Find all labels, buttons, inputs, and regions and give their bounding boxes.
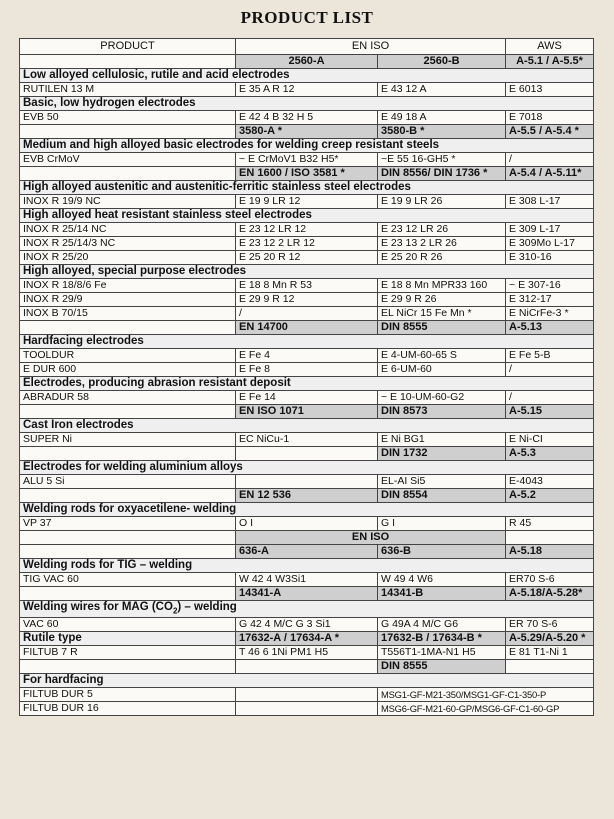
product-name: FILTUB 7 R [20, 646, 236, 660]
cell-b: E 18 8 Mn MPR33 160 [378, 279, 506, 293]
product-table [19, 38, 594, 716]
cell-a: W 42 4 W3Si1 [236, 573, 378, 587]
product-name: VAC 60 [20, 618, 236, 632]
std-a: EN 14700 [236, 321, 378, 335]
table-row [20, 618, 594, 632]
cell-b: E 19 9 LR 26 [378, 195, 506, 209]
cell-aws: / [506, 153, 594, 167]
table-row [20, 349, 594, 363]
section-title: Rutile type [20, 632, 236, 646]
section-title: High alloyed, special purpose electrodes [20, 265, 594, 279]
product-name: E DUR 600 [20, 363, 236, 377]
product-name: INOX R 18/8/6 Fe [20, 279, 236, 293]
subheader-2560-a: 2560-A [236, 55, 378, 69]
section-title: For hardfacing [20, 674, 594, 688]
cell-aws: E 309Mo L-17 [506, 237, 594, 251]
cell-a: E 23 12 LR 12 [236, 223, 378, 237]
standard-row [20, 125, 594, 139]
cell-a: E 29 9 R 12 [236, 293, 378, 307]
cell-b: G 49A 4 M/C G6 [378, 618, 506, 632]
standard-row [20, 632, 594, 646]
cell-a: O I [236, 517, 378, 531]
cell-b: E 23 12 LR 26 [378, 223, 506, 237]
cell-b: E 25 20 R 26 [378, 251, 506, 265]
cell-b: E 43 12 A [378, 83, 506, 97]
table-row [20, 475, 594, 489]
cell-aws: E Ni-CI [506, 433, 594, 447]
std-a: EN 12 536 [236, 489, 378, 503]
cell-aws: E NiCrFe-3 * [506, 307, 594, 321]
product-table-frame [19, 38, 593, 716]
cell-a [236, 688, 378, 702]
table-row [20, 702, 594, 716]
cell-aws: E 81 T1-Ni 1 [506, 646, 594, 660]
std-aws: A-5.18 [506, 545, 594, 559]
cell-a: E 35 A R 12 [236, 83, 378, 97]
product-name: ABRADUR 58 [20, 391, 236, 405]
cell-b: EL-AI Si5 [378, 475, 506, 489]
cell-b: EL NiCr 15 Fe Mn * [378, 307, 506, 321]
cell-a [236, 475, 378, 489]
product-name: EVB CrMoV [20, 153, 236, 167]
std-b: 636-B [378, 545, 506, 559]
header-aws: AWS [506, 39, 594, 55]
cell-b: E Ni BG1 [378, 433, 506, 447]
table-row [20, 195, 594, 209]
cell-aws: E 7018 [506, 111, 594, 125]
product-name: INOX R 29/9 [20, 293, 236, 307]
standard-row [20, 167, 594, 181]
cell-b: E 6-UM-60 [378, 363, 506, 377]
table-row [20, 251, 594, 265]
product-name: ALU 5 Si [20, 475, 236, 489]
section-title: Hardfacing electrodes [20, 335, 594, 349]
std-aws: A-5.29/A-5.20 * [506, 632, 594, 646]
std-b: 17632-B / 17634-B * [378, 632, 506, 646]
cell-a: E 23 12 2 LR 12 [236, 237, 378, 251]
cell-a: E Fe 4 [236, 349, 378, 363]
standard-row [20, 660, 594, 674]
table-subheader-row [20, 55, 594, 69]
product-name: INOX R 19/9 NC [20, 195, 236, 209]
standard-header-row [20, 531, 594, 545]
product-name: INOX R 25/14/3 NC [20, 237, 236, 251]
section-title-part: ) – welding [177, 601, 237, 613]
section-title: Electrodes for welding aluminium alloys [20, 461, 594, 475]
cell-b: ~ E 10-UM-60-G2 [378, 391, 506, 405]
product-name: TIG VAC 60 [20, 573, 236, 587]
product-name: EVB 50 [20, 111, 236, 125]
table-header-row [20, 39, 594, 55]
section-title: Cast Iron electrodes [20, 419, 594, 433]
product-name: FILTUB DUR 16 [20, 702, 236, 716]
page-title: PRODUCT LIST [240, 8, 374, 27]
cell-a: E 25 20 R 12 [236, 251, 378, 265]
cell-b: E 29 9 R 26 [378, 293, 506, 307]
table-row [20, 237, 594, 251]
product-name: RUTILEN 13 M [20, 83, 236, 97]
cell-b: ~E 55 16-GH5 * [378, 153, 506, 167]
table-row [20, 307, 594, 321]
cell-b: MSG6-GF-M21-60-GP/MSG6-GF-C1-60-GP [378, 702, 594, 716]
cell-a: EC NiCu-1 [236, 433, 378, 447]
cell-aws: E 309 L-17 [506, 223, 594, 237]
table-row [20, 688, 594, 702]
std-a: 17632-A / 17634-A * [236, 632, 378, 646]
cell-aws: / [506, 363, 594, 377]
cell-a [236, 702, 378, 716]
cell-b: E 23 13 2 LR 26 [378, 237, 506, 251]
header-en-iso: EN ISO [236, 39, 506, 55]
cell-a: E Fe 14 [236, 391, 378, 405]
cell-b: G I [378, 517, 506, 531]
cell-b: W 49 4 W6 [378, 573, 506, 587]
cell-aws: E 308 L-17 [506, 195, 594, 209]
std-a: EN 1600 / ISO 3581 * [236, 167, 378, 181]
std-a: 14341-A [236, 587, 378, 601]
table-row [20, 223, 594, 237]
std-b: DIN 8573 [378, 405, 506, 419]
product-name: TOOLDUR [20, 349, 236, 363]
cell-a: ~ E CrMoV1 B32 H5* [236, 153, 378, 167]
subheader-aws: A-5.1 / A-5.5* [506, 55, 594, 69]
table-row [20, 279, 594, 293]
cell-a: E Fe 8 [236, 363, 378, 377]
cell-aws: ER 70 S-6 [506, 618, 594, 632]
section-title: Low alloyed cellulosic, rutile and acid electrodes [20, 69, 594, 83]
std-aws: A-5.5 / A-5.4 * [506, 125, 594, 139]
section-title: Basic, low hydrogen electrodes [20, 97, 594, 111]
section-title-row [20, 601, 594, 618]
header-product: PRODUCT [20, 39, 236, 55]
std-b: DIN 8555 [378, 321, 506, 335]
table-row [20, 517, 594, 531]
std-b: 14341-B [378, 587, 506, 601]
section-title-subscript: 2 [172, 606, 178, 616]
std-aws: A-5.2 [506, 489, 594, 503]
std-b: DIN 8555 [378, 660, 506, 674]
cell-b: MSG1-GF-M21-350/MSG1-GF-C1-350-P [378, 688, 594, 702]
std-en-iso-header: EN ISO [236, 531, 506, 545]
standard-row [20, 321, 594, 335]
subheader-2560-b: 2560-B [378, 55, 506, 69]
cell-a: E 42 4 B 32 H 5 [236, 111, 378, 125]
standard-row [20, 587, 594, 601]
cell-aws: / [506, 391, 594, 405]
std-aws: A-5.18/A-5.28* [506, 587, 594, 601]
section-title: Welding rods for TIG – welding [20, 559, 594, 573]
std-aws: A-5.13 [506, 321, 594, 335]
std-a: 3580-A * [236, 125, 378, 139]
cell-a: / [236, 307, 378, 321]
std-b: DIN 8554 [378, 489, 506, 503]
cell-a: T 46 6 1Ni PM1 H5 [236, 646, 378, 660]
std-b: 3580-B * [378, 125, 506, 139]
cell-aws: R 45 [506, 517, 594, 531]
cell-b: E 4-UM-60-65 S [378, 349, 506, 363]
product-name: INOX B 70/15 [20, 307, 236, 321]
cell-a: E 19 9 LR 12 [236, 195, 378, 209]
cell-aws: ER70 S-6 [506, 573, 594, 587]
standard-row [20, 489, 594, 503]
cell-aws: ~ E 307-16 [506, 279, 594, 293]
section-title: Electrodes, producing abrasion resistant deposit [20, 377, 594, 391]
standard-row [20, 447, 594, 461]
cell-aws: E 310-16 [506, 251, 594, 265]
cell-b: T556T1-1MA-N1 H5 [378, 646, 506, 660]
section-title: High alloyed austenitic and austenitic-ferritic stainless steel electrodes [20, 181, 594, 195]
table-row [20, 293, 594, 307]
std-a [236, 447, 378, 461]
cell-a: G 42 4 M/C G 3 Si1 [236, 618, 378, 632]
cell-aws: E-4043 [506, 475, 594, 489]
std-b: DIN 1732 [378, 447, 506, 461]
cell-b: E 49 18 A [378, 111, 506, 125]
cell-aws: E Fe 5-B [506, 349, 594, 363]
std-aws: A-5.15 [506, 405, 594, 419]
table-row [20, 153, 594, 167]
table-row [20, 646, 594, 660]
section-title-part: Welding wires for MAG (CO [23, 601, 173, 613]
section-title: Medium and high alloyed basic electrodes for welding creep resistant steels [20, 139, 594, 153]
table-row [20, 433, 594, 447]
product-name: VP 37 [20, 517, 236, 531]
table-row [20, 83, 594, 97]
table-row [20, 111, 594, 125]
standard-row [20, 545, 594, 559]
std-a: 636-A [236, 545, 378, 559]
product-name: SUPER Ni [20, 433, 236, 447]
section-title [20, 601, 594, 618]
standard-row [20, 405, 594, 419]
std-aws: A-5.4 / A-5.11* [506, 167, 594, 181]
section-title: High alloyed heat resistant stainless steel electrodes [20, 209, 594, 223]
product-name: FILTUB DUR 5 [20, 688, 236, 702]
section-title: Welding rods for oxyacetilene- welding [20, 503, 594, 517]
std-b: DIN 8556/ DIN 1736 * [378, 167, 506, 181]
product-name: INOX R 25/20 [20, 251, 236, 265]
cell-aws: E 312-17 [506, 293, 594, 307]
table-row [20, 573, 594, 587]
cell-aws: E 6013 [506, 83, 594, 97]
table-row [20, 391, 594, 405]
table-row [20, 363, 594, 377]
std-a: EN ISO 1071 [236, 405, 378, 419]
std-aws: A-5.3 [506, 447, 594, 461]
product-name: INOX R 25/14 NC [20, 223, 236, 237]
cell-a: E 18 8 Mn R 53 [236, 279, 378, 293]
